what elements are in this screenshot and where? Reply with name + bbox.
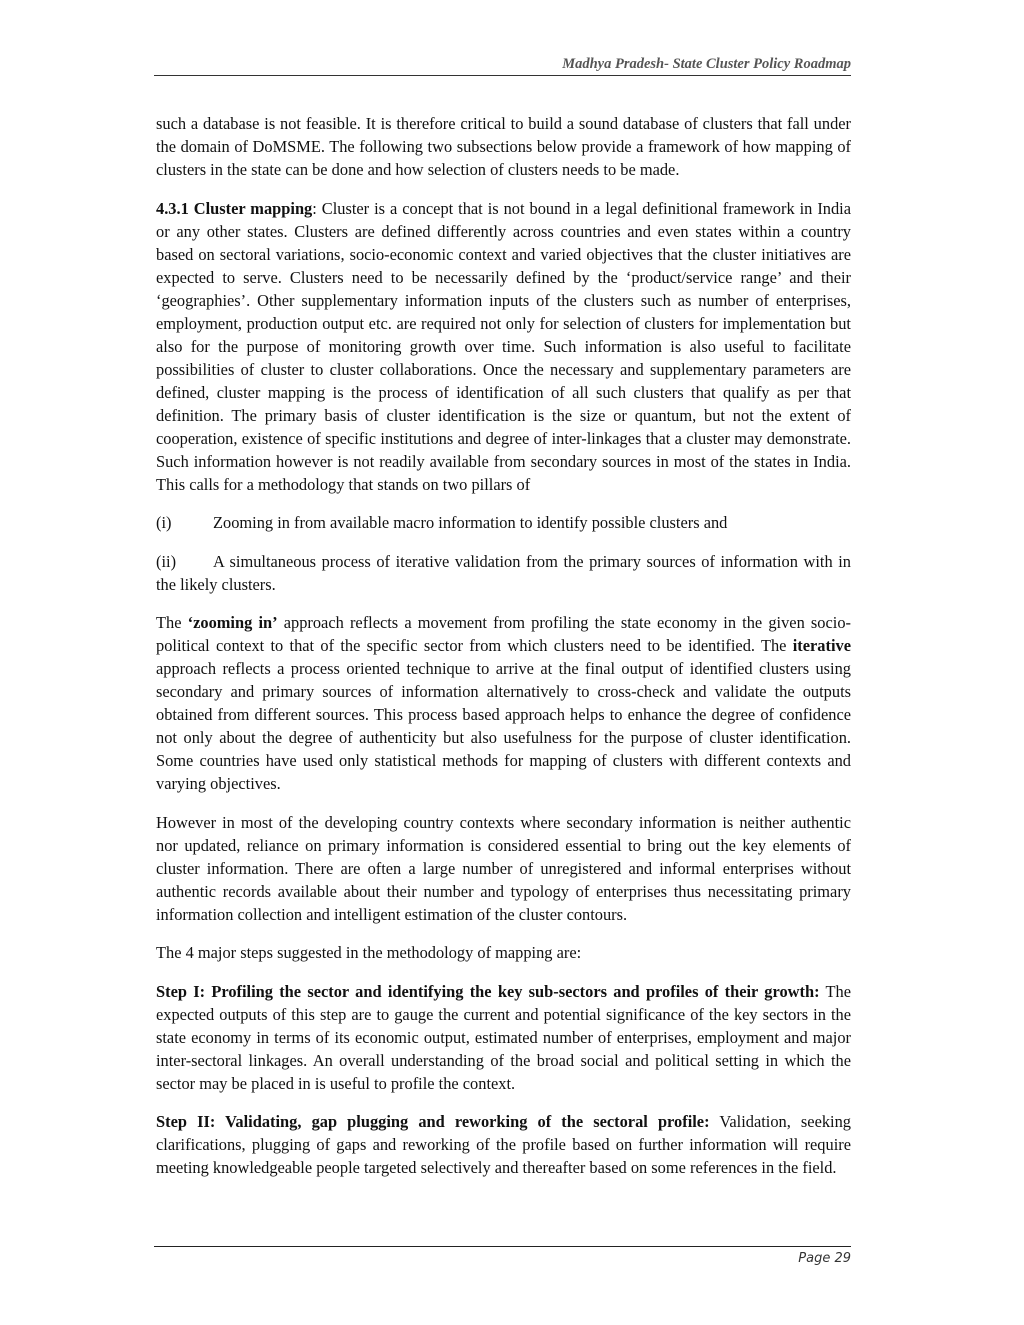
step-2-heading: Step II: Validating, gap plugging and reworking of the sectoral profile: <box>156 1112 710 1131</box>
paragraph-step-2 <box>156 1110 851 1179</box>
step-2-text: Validation, seeking clarifications, plugging of gaps and reworking of the profile based on further information will require meeting knowledgeable people targeted selectively and thereafter based on some references in the field. <box>156 1112 851 1177</box>
list-item <box>156 550 851 596</box>
text-segment: approach reflects a movement from profiling the state economy in the given socio-political context to that of the specific sector from which clusters need to be identified. The <box>156 613 851 655</box>
paragraph-steps-intro: The 4 major steps suggested in the methodology of mapping are: <box>156 943 582 962</box>
text-segment: The <box>156 613 188 632</box>
list-number: (ii) <box>156 551 177 571</box>
page-number: Page 29 <box>798 1251 851 1266</box>
footer-divider <box>154 1246 851 1247</box>
paragraph-database: such a database is not feasible. It is therefore critical to build a sound database of clusters that fall under the domain of DoMSME. The following two subsections below provide a framework of how mapping of clusters in the state can be done and how selection of clusters needs to be made. <box>156 114 851 179</box>
running-header: Madhya Pradesh- State Cluster Policy Roadmap <box>562 56 851 72</box>
section-heading: 4.3.1 Cluster mapping <box>156 198 313 218</box>
page-body <box>156 112 851 1195</box>
step-1-heading: Step I: Profiling the sector and identifying the key sub-sectors and profiles of their growth: <box>156 981 820 1001</box>
bold-term-zooming-in: ‘zooming in’ <box>187 613 278 632</box>
paragraph-zooming-in <box>156 611 851 795</box>
paragraph-developing-countries: However in most of the developing country contexts where secondary information is neither authentic nor updated, reliance on primary information is considered essential to bring out the key elements of cluster information. There are often a large number of unregistered and informal enterprises without authentic records available about their number and typology of enterprises thus necessitating primary information collection and intelligent estimation of the cluster contours. <box>156 812 851 924</box>
list-number: (i) <box>156 513 172 532</box>
bold-term-iterative: iterative <box>792 636 851 655</box>
list-text: Zooming in from available macro information to identify possible clusters and <box>213 513 728 532</box>
step-1-text: The expected outputs of this step are to gauge the current and potential significance of the key sectors in the state economy in terms of its economic output, estimated number of enterprises, employment and major inter-sectoral linkages. An overall understanding of the broad social and political setting in which the sector may be placed in is useful to profile the context. <box>156 981 851 1093</box>
paragraph-cluster-mapping <box>156 197 851 496</box>
paragraph-step-1 <box>156 980 851 1095</box>
section-text: : Cluster is a concept that is not bound in a legal definitional framework in India or any other states. Clusters are defined differently across countries and even states within a country based on sectoral variations, socio-economic context and varied objectives that the cluster initiatives are expected to serve. Clusters need to be necessarily defined by the ‘product/service range’ and their ‘geographies’. Other supplementary information inputs of the clusters such as number of enterprises, employment, production output etc. are required not only for selection of clusters for implementation but also for the purpose of monitoring growth over time. Such information is also useful to facilitate possibilities of cluster to cluster collaborations. Once the necessary and supplementary parameters are defined, cluster mapping is the process of identification of all such clusters that qualify as per that definition. The primary basis of cluster identification is the size or quantum, but not the extent of cooperation, existence of specific institutions and degree of inter-linkages that a cluster may demonstrate. Such information however is not readily available from secondary sources in most of the states in India. This calls for a methodology that stands on two pillars of <box>156 198 851 494</box>
header-divider <box>154 75 851 76</box>
list-item <box>156 511 851 534</box>
text-segment: approach reflects a process oriented technique to arrive at the final output of identified clusters using secondary and primary sources of information alternatively to cross-check and validate the outputs obtained from different sources. This process based approach helps to enhance the degree of confidence not only about the degree of authenticity but also usefulness for the purpose of cluster identification. Some countries have used only statistical methods for mapping of clusters with different contexts and varying objectives. <box>156 659 851 793</box>
list-text: A simultaneous process of iterative validation from the primary sources of information with in the likely clusters. <box>156 551 851 594</box>
